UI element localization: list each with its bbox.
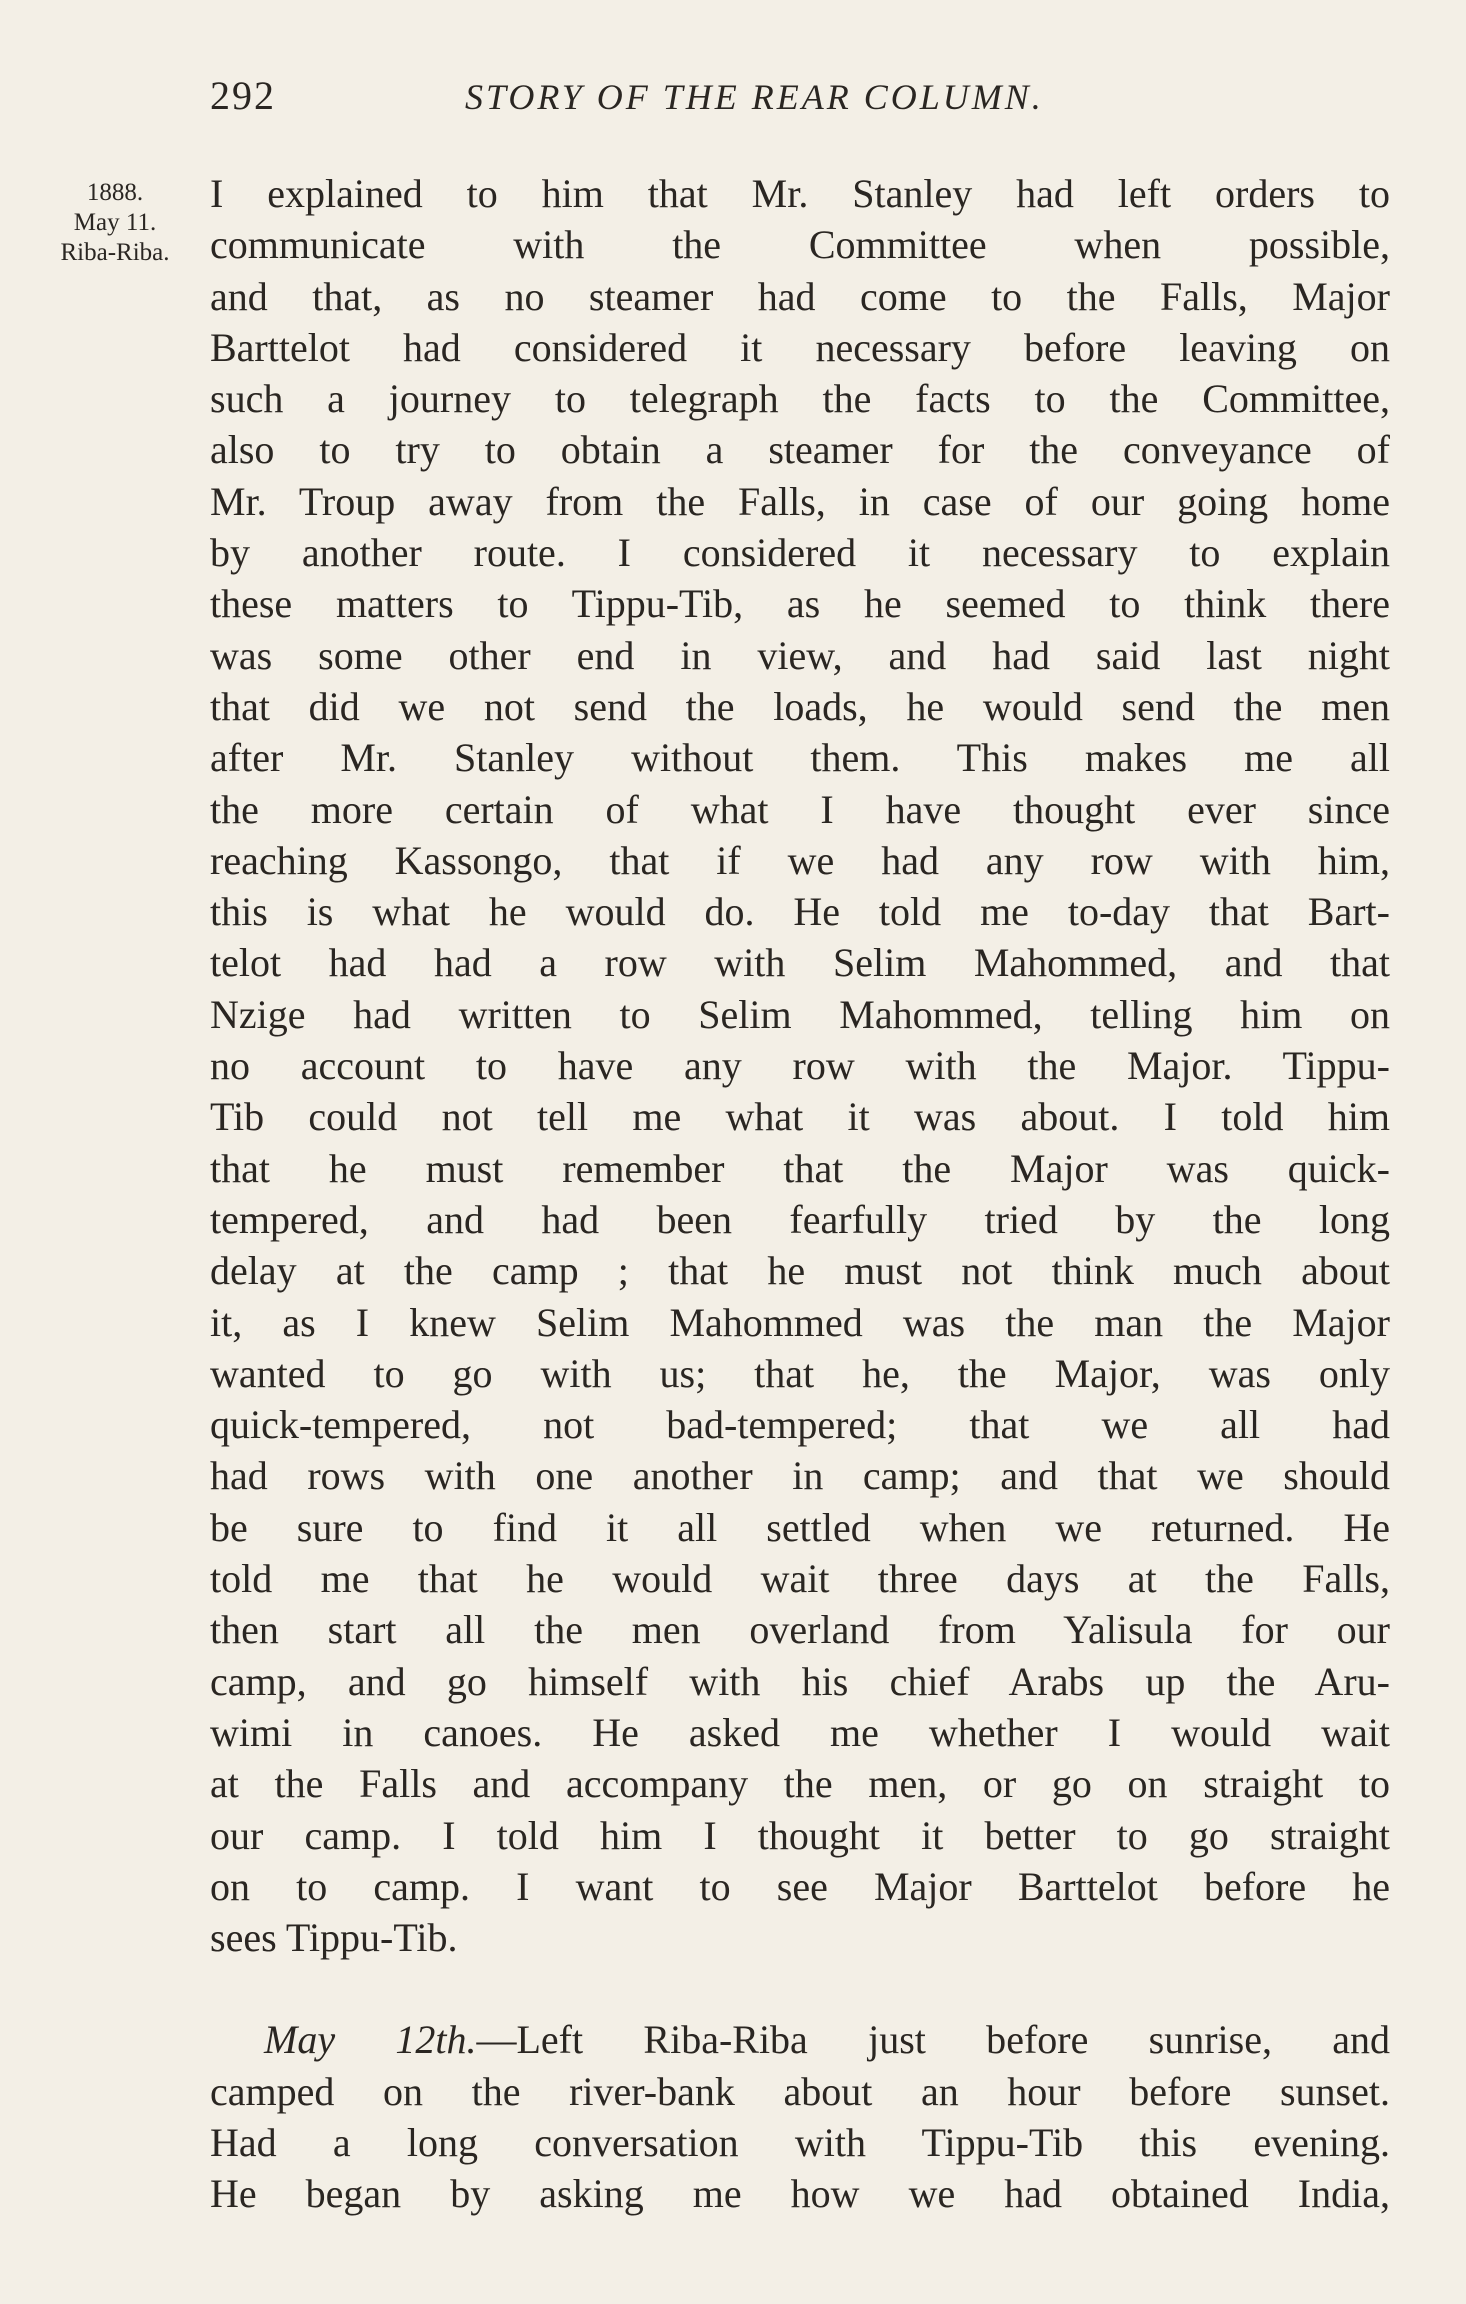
margin-note-place: Riba-Riba. — [60, 239, 170, 266]
text-line: on to camp. I want to see Major Barttelot before he — [210, 1863, 1390, 1909]
text-line: by another route. I considered it necessary to explain — [210, 530, 1390, 576]
text-line: I explained to him that Mr. Stanley had left orders to — [210, 171, 1390, 216]
text-line: told me that he would wait three days at the Falls, — [210, 1556, 1390, 1602]
text-line: no account to have any row with the Major. Tippu- — [210, 1043, 1390, 1089]
text-line: such a journey to telegraph the facts to the Committee, — [210, 376, 1390, 422]
text-line: reaching Kassongo, that if we had any row with him, — [210, 837, 1390, 883]
text-line: be sure to find it all settled when we returned. He — [210, 1504, 1390, 1550]
text-line: was some other end in view, and had said last night — [210, 632, 1390, 678]
entry-date: May 12th. — [264, 2017, 477, 2063]
paragraph-2 — [210, 2014, 1390, 2219]
text-line: Mr. Troup away from the Falls, in case of our going home — [210, 478, 1390, 524]
text-line: wimi in canoes. He asked me whether I would wait — [210, 1709, 1390, 1755]
text-line: quick-tempered, not bad-tempered; that we all had — [210, 1402, 1390, 1448]
text-line: then start all the men overland from Yalisula for our — [210, 1607, 1390, 1653]
text-line: Tib could not tell me what it was about. I told him — [210, 1094, 1390, 1140]
text-line: and that, as no steamer had come to the Falls, Major — [210, 273, 1390, 319]
running-head — [210, 72, 1390, 122]
text-line: also to try to obtain a steamer for the conveyance of — [210, 427, 1390, 473]
text-line: camped on the river-bank about an hour before sunset. — [210, 2068, 1390, 2114]
text-line: this is what he would do. He told me to-day that Bart- — [210, 889, 1390, 935]
text-line: our camp. I told him I thought it better to go straight — [210, 1812, 1390, 1858]
running-title: STORY OF THE REAR COLUMN. — [465, 77, 1044, 117]
text-line: Had a long conversation with Tippu-Tib this evening. — [210, 2119, 1390, 2165]
text-line: tempered, and had been fearfully tried by the long — [210, 1196, 1390, 1242]
text-line: after Mr. Stanley without them. This makes me all — [210, 735, 1390, 781]
margin-note-year: 1888. — [86, 179, 144, 206]
paragraph-1 — [210, 168, 1390, 1963]
body-text — [210, 168, 1390, 2220]
text-line: that did we not send the loads, he would send the men — [210, 683, 1390, 729]
text-line: He began by asking me how we had obtained India, — [210, 2171, 1390, 2217]
text-line: camp, and go himself with his chief Arabs up the Aru- — [210, 1658, 1390, 1704]
text-line: had rows with one another in camp; and that we should — [210, 1453, 1390, 1499]
text-line: the more certain of what I have thought ever since — [210, 786, 1390, 832]
text-line: telot had had a row with Selim Mahommed, and that — [210, 940, 1390, 986]
text-line: that he must remember that the Major was quick- — [210, 1145, 1390, 1191]
margin-note-date: May 11. — [73, 209, 157, 236]
text-line: Nzige had written to Selim Mahommed, telling him on — [210, 991, 1390, 1037]
text-line: these matters to Tippu-Tib, as he seemed to think there — [210, 581, 1390, 627]
text-line: sees Tippu-Tib. — [210, 1915, 458, 1961]
margin-note — [40, 178, 190, 268]
text-line: communicate with the Committee when possible, — [210, 222, 1390, 268]
text-line — [210, 2014, 1390, 2065]
text-line: wanted to go with us; that he, the Major, was only — [210, 1350, 1390, 1396]
text-line: Barttelot had considered it necessary before leaving on — [210, 324, 1390, 370]
page-number: 292 — [210, 73, 276, 118]
text-line: delay at the camp ; that he must not think much about — [210, 1248, 1390, 1294]
text-line: it, as I knew Selim Mahommed was the man the Major — [210, 1299, 1390, 1345]
entry-first-line: —Left Riba-Riba just before sunrise, and — [476, 2017, 1390, 2063]
text-line: at the Falls and accompany the men, or go on straight to — [210, 1761, 1390, 1807]
